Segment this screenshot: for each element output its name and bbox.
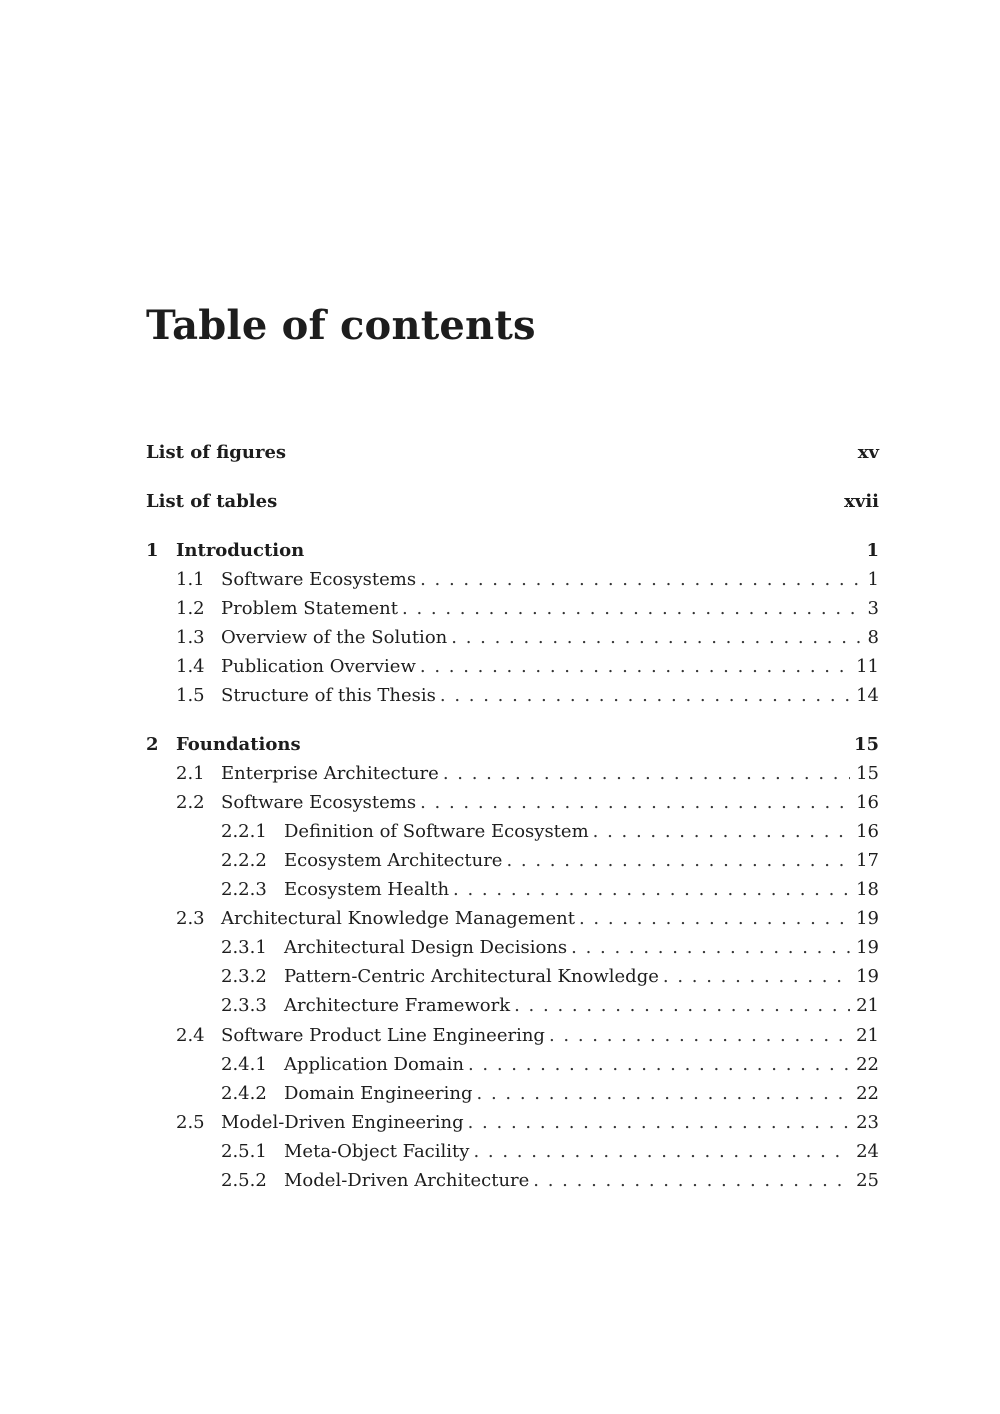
dot-leader: [468, 1053, 850, 1077]
dot-leader: [477, 1082, 851, 1106]
toc-entry-label: Model-Driven Architecture: [284, 1170, 530, 1191]
toc-entry-label: Model-Driven Engineering: [221, 1112, 464, 1133]
toc-section-1-2[interactable]: [176, 597, 879, 621]
toc-entry-label: Software Ecosystems: [221, 569, 417, 590]
toc-entry-label: List of tables: [146, 491, 278, 512]
dot-leader: [468, 1111, 850, 1135]
dot-leader: [440, 684, 850, 708]
toc-entry-page: 22: [856, 1083, 879, 1104]
toc-entry-number: 2.2.2: [221, 850, 267, 871]
toc-subsection-2-3-2[interactable]: [221, 965, 879, 989]
toc-section-2-2[interactable]: [176, 791, 879, 815]
toc-chapter-1[interactable]: [146, 539, 879, 563]
toc-entry-label: Structure of this Thesis: [221, 685, 436, 706]
toc-entry-label: List of figures: [146, 442, 287, 463]
toc-entry-page: 1: [866, 540, 879, 561]
dot-leader: [402, 597, 862, 621]
toc-entry-page: 17: [856, 850, 879, 871]
toc-subsection-2-2-3[interactable]: [221, 878, 879, 902]
toc-entry-page: 3: [867, 598, 879, 619]
toc-entry-page: 8: [867, 627, 879, 648]
dot-leader: [443, 762, 850, 786]
toc-entry-list-of-tables[interactable]: [146, 490, 879, 514]
toc-entry-number: 2.3.1: [221, 937, 267, 958]
toc-entry-page: 19: [856, 937, 879, 958]
dot-leader: [451, 626, 861, 650]
toc-section-2-1[interactable]: [176, 762, 879, 786]
toc-entry-label: Software Product Line Engineering: [221, 1025, 545, 1046]
toc-entry-number: 2.2.3: [221, 879, 267, 900]
dot-leader: [571, 936, 850, 960]
toc-section-1-1[interactable]: [176, 568, 879, 592]
toc-entry-number: 2.5.1: [221, 1141, 267, 1162]
dot-leader: [579, 907, 850, 931]
toc-entry-number: 1.1: [176, 569, 205, 590]
toc-subsection-2-3-1[interactable]: [221, 936, 879, 960]
toc-entry-label: Software Ecosystems: [221, 792, 417, 813]
dot-leader: [420, 568, 861, 592]
toc-entry-page: 15: [856, 763, 879, 784]
toc-entry-page: 14: [856, 685, 879, 706]
toc-entry-label: Introduction: [176, 540, 305, 561]
toc-entry-number: 2.2.1: [221, 821, 267, 842]
toc-subsection-2-5-1[interactable]: [221, 1140, 879, 1164]
toc-entry-number: 2.3.3: [221, 995, 267, 1016]
dot-leader: [453, 878, 850, 902]
page-title: Table of contents: [146, 302, 536, 349]
toc-entry-page: 1: [867, 569, 879, 590]
toc-chapter-2[interactable]: [146, 733, 879, 757]
toc-entry-page: 24: [856, 1141, 879, 1162]
toc-entry-page: xvii: [844, 491, 879, 512]
toc-entry-label: Publication Overview: [221, 656, 416, 677]
toc-subsection-2-2-2[interactable]: [221, 849, 879, 873]
toc-entry-label: Pattern-Centric Architectural Knowledge: [284, 966, 659, 987]
toc-subsection-2-5-2[interactable]: [221, 1169, 879, 1193]
dot-leader: [473, 1140, 850, 1164]
toc-entry-page: 16: [856, 792, 879, 813]
toc-entry-label: Enterprise Architecture: [221, 763, 439, 784]
toc-entry-label: Architecture Framework: [284, 995, 511, 1016]
toc-entry-label: Overview of the Solution: [221, 627, 448, 648]
dot-leader: [514, 994, 850, 1018]
toc-entry-page: 19: [856, 908, 879, 929]
toc-section-1-5[interactable]: [176, 684, 879, 708]
toc-entry-number: 1.5: [176, 685, 205, 706]
dot-leader: [506, 849, 850, 873]
toc-entry-page: 21: [856, 995, 879, 1016]
table-of-contents: [146, 0, 879, 1414]
toc-entry-number: 2.4: [176, 1025, 205, 1046]
toc-entry-label: Foundations: [176, 734, 301, 755]
toc-entry-label: Problem Statement: [221, 598, 399, 619]
toc-entry-number: 2.1: [176, 763, 205, 784]
toc-entry-number: 2.5.2: [221, 1170, 267, 1191]
toc-subsection-2-2-1[interactable]: [221, 820, 879, 844]
toc-entry-number: 1.4: [176, 656, 205, 677]
toc-entry-label: Ecosystem Health: [284, 879, 450, 900]
toc-entry-number: 2: [146, 734, 159, 755]
toc-entry-page: 25: [856, 1170, 879, 1191]
toc-entry-number: 1: [146, 540, 159, 561]
toc-section-1-4[interactable]: [176, 655, 879, 679]
toc-entry-label: Domain Engineering: [284, 1083, 473, 1104]
dot-leader: [420, 791, 850, 815]
toc-entry-number: 2.4.1: [221, 1054, 267, 1075]
toc-entry-number: 2.5: [176, 1112, 205, 1133]
toc-section-2-5[interactable]: [176, 1111, 879, 1135]
toc-entry-number: 2.4.2: [221, 1083, 267, 1104]
dot-leader: [420, 655, 850, 679]
toc-subsection-2-3-3[interactable]: [221, 994, 879, 1018]
toc-section-2-3[interactable]: [176, 907, 879, 931]
toc-entry-page: 16: [856, 821, 879, 842]
toc-section-1-3[interactable]: [176, 626, 879, 650]
toc-entry-page: 19: [856, 966, 879, 987]
toc-entry-label: Definition of Software Ecosystem: [284, 821, 589, 842]
toc-entry-number: 1.3: [176, 627, 205, 648]
toc-entry-page: 15: [853, 734, 879, 755]
toc-entry-list-of-figures[interactable]: [146, 441, 879, 465]
dot-leader: [533, 1169, 850, 1193]
toc-section-2-4[interactable]: [176, 1024, 879, 1048]
toc-entry-number: 1.2: [176, 598, 205, 619]
dot-leader: [593, 820, 850, 844]
toc-entry-page: 23: [856, 1112, 879, 1133]
toc-entry-number: 2.3: [176, 908, 205, 929]
toc-entry-label: Application Domain: [284, 1054, 464, 1075]
toc-entry-number: 2.2: [176, 792, 205, 813]
toc-entry-page: xv: [857, 442, 879, 463]
toc-entry-page: 21: [856, 1025, 879, 1046]
toc-entry-page: 11: [856, 656, 879, 677]
toc-subsection-2-4-1[interactable]: [221, 1053, 879, 1077]
toc-entry-label: Architectural Design Decisions: [284, 937, 568, 958]
toc-subsection-2-4-2[interactable]: [221, 1082, 879, 1106]
dot-leader: [663, 965, 850, 989]
toc-entry-page: 18: [856, 879, 879, 900]
toc-entry-label: Ecosystem Architecture: [284, 850, 503, 871]
toc-entry-label: Meta-Object Facility: [284, 1141, 470, 1162]
dot-leader: [549, 1024, 850, 1048]
toc-entry-label: Architectural Knowledge Management: [221, 908, 575, 929]
toc-entry-number: 2.3.2: [221, 966, 267, 987]
toc-entry-page: 22: [856, 1054, 879, 1075]
